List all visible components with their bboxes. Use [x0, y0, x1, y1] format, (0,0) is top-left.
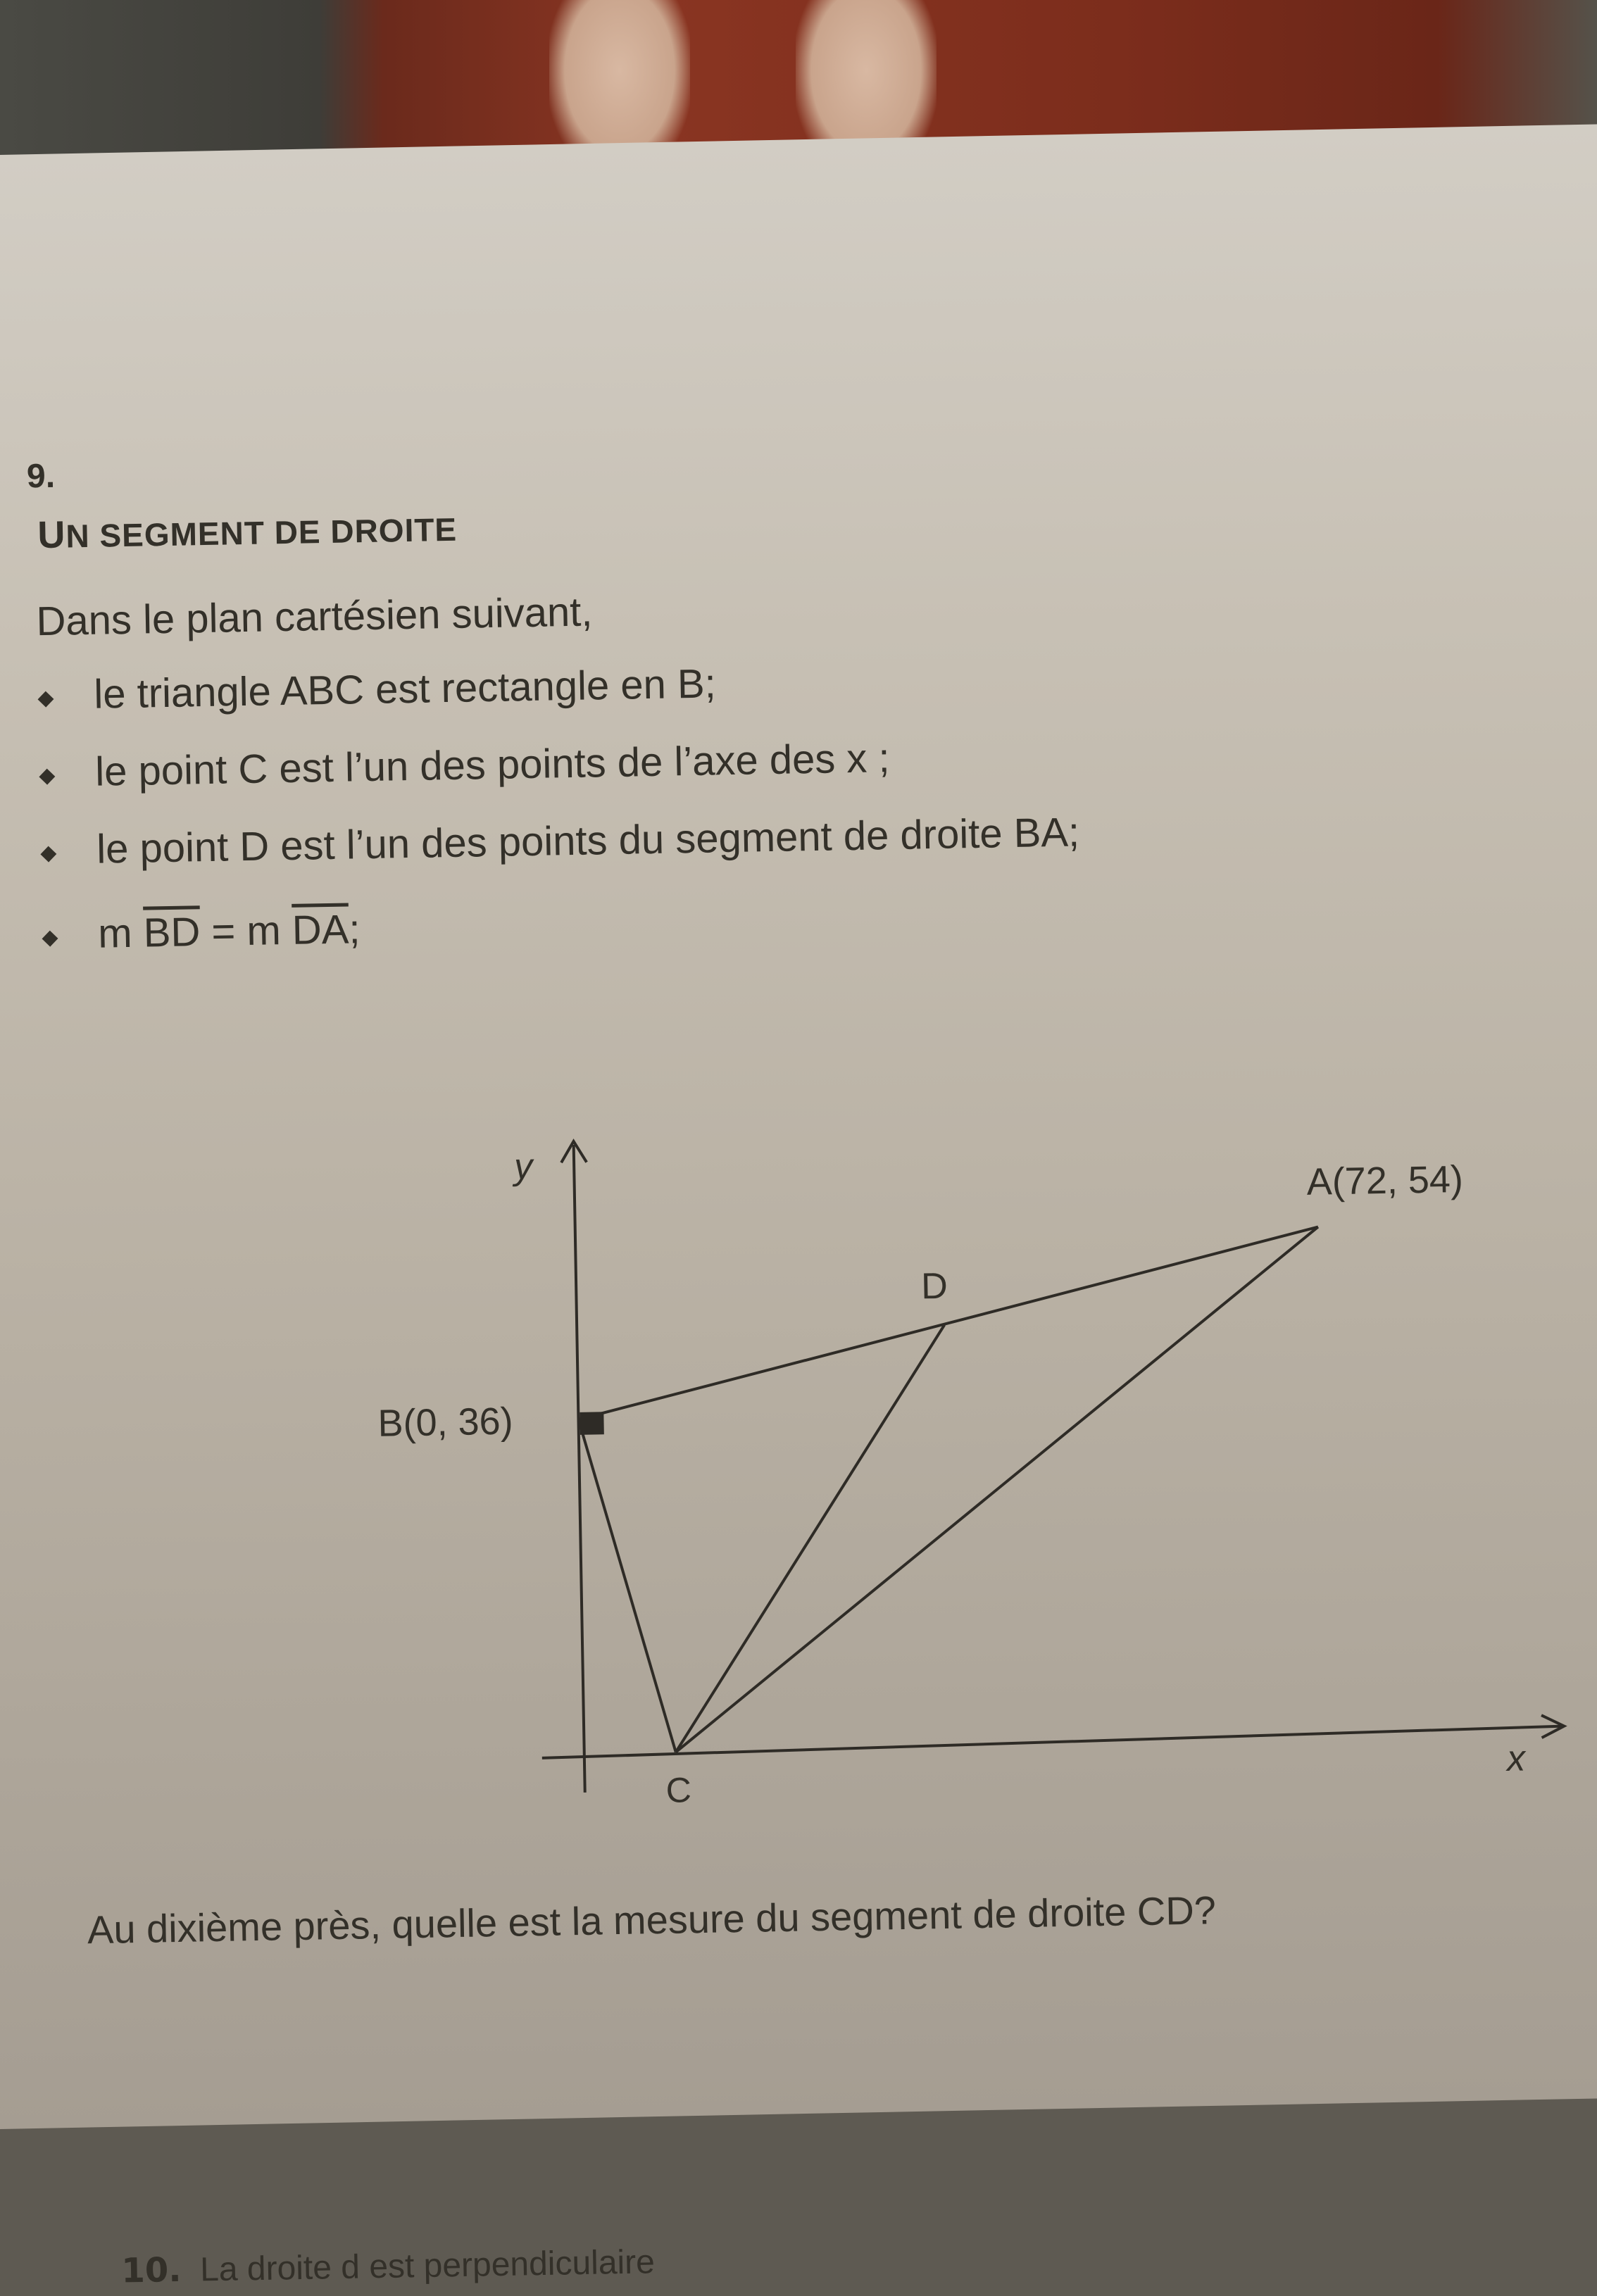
bullet-icon: ◆ — [40, 841, 57, 865]
bullet-icon: ◆ — [42, 925, 58, 950]
equals-sign: = m — [199, 907, 293, 955]
x-axis-label: x — [1506, 1738, 1526, 1779]
segment-CA — [667, 1227, 1327, 1752]
title-rest: N SEGMENT DE DROITE — [65, 510, 458, 555]
bullet-icon: ◆ — [37, 686, 54, 710]
segment-bd: $\overline{BD}$ — [143, 909, 201, 956]
next-problem — [121, 2242, 655, 2290]
cartesian-diagram — [0, 127, 1597, 2283]
point-a-label: A(72, 54) — [1306, 1158, 1464, 1203]
right-angle-marker — [580, 1412, 604, 1435]
title-initial: U — [37, 513, 66, 557]
y-axis-label: y — [513, 1146, 533, 1188]
worksheet-page — [0, 124, 1597, 2291]
question-text: Au dixième près, quelle est la mesure du segment de droite CD? — [87, 1888, 1217, 1952]
bullet-icon: ◆ — [39, 763, 56, 788]
next-problem-number: 10. — [120, 2250, 182, 2291]
x-axis — [542, 1726, 1563, 1758]
problem-number: 9. — [26, 457, 56, 496]
point-b-label: B(0, 36) — [377, 1400, 514, 1445]
problem-intro: Dans le plan cartésien suivant, — [36, 589, 593, 645]
point-d-label: D — [920, 1265, 948, 1307]
segment-da: $\overline{DA}$ — [292, 906, 349, 953]
segment-BC — [578, 1418, 675, 1754]
next-problem-text: La droite d est perpendiculaire — [199, 2243, 656, 2289]
segment-CD — [668, 1325, 951, 1752]
measure-prefix: m — [97, 910, 144, 957]
semicolon: ; — [348, 906, 361, 953]
condition-text: le point D est l’un des points du segment de droite BA; — [96, 809, 1080, 872]
condition-text: le triangle ABC est rectangle en B; — [93, 660, 717, 717]
point-c-label: C — [665, 1770, 692, 1810]
segment-BA — [575, 1227, 1321, 1419]
y-axis — [574, 1145, 585, 1793]
condition-text: le point C est l’un des points de l’axe des x ; — [94, 735, 891, 795]
